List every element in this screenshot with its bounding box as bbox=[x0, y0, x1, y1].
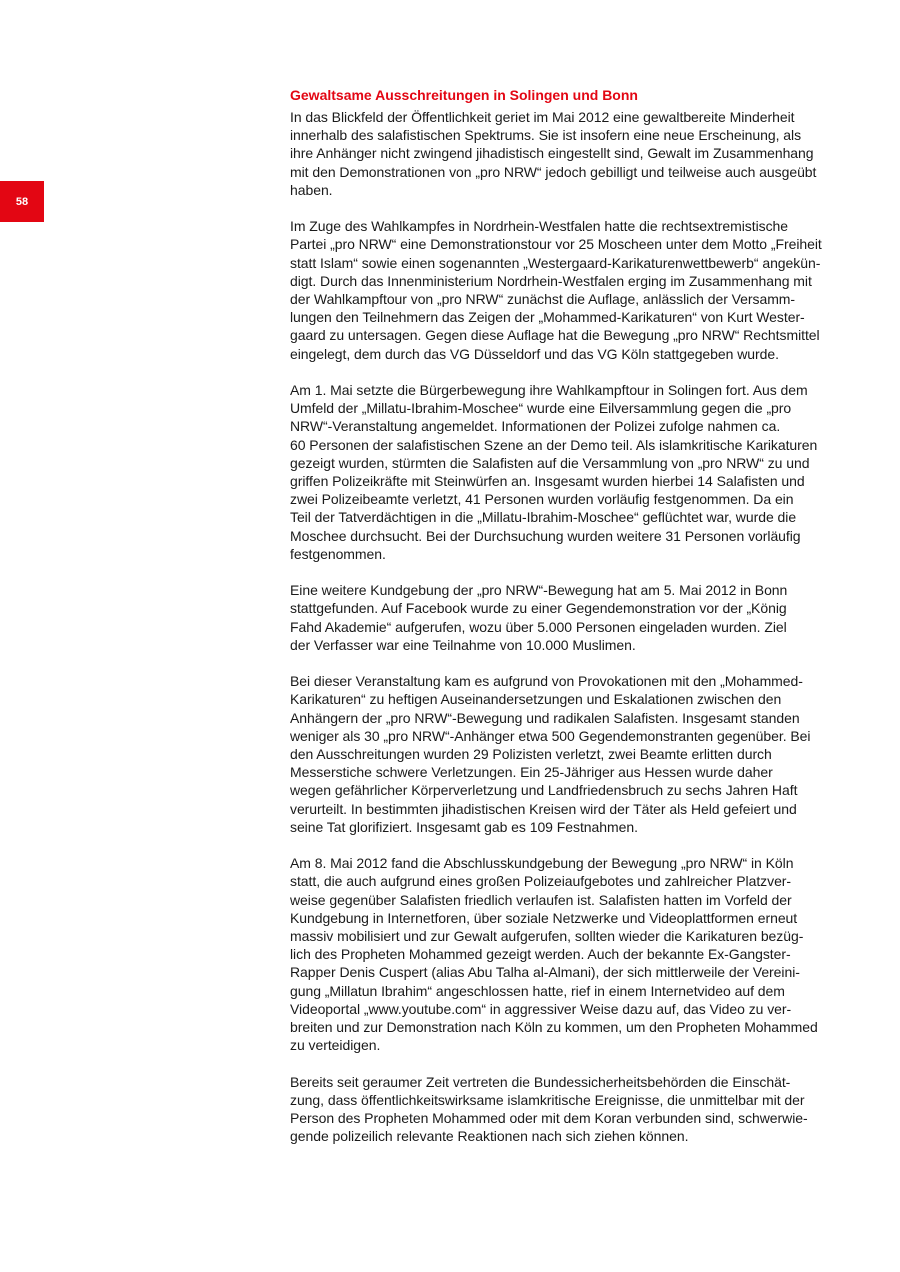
page-number-badge: 58 bbox=[0, 181, 44, 222]
paragraph-campaign: Im Zuge des Wahlkampfes in Nordrhein-Westfalen hatte die rechtsextremistische Partei „pro NRW“ eine Demonstrationstour vor 25 Moscheen unter dem Motto „Freiheit statt Islam“ sowie einen sogenannten „Westergaard-Karikaturenwettbewerb“ angekün- digt. Durch das Innenministerium Nordrhein-Westfalen erging im Zusammenhang mit der Wahlkampftour von „pro NRW“ zunächst die Auflage, anlässlich der Versamm- lungen den Teilnehmern das Zeigen der „Mohammed-Karikaturen“ von Kurt Wester- gaard zu untersagen. Gegen diese Auflage hat die Bewegung „pro NRW“ Rechtsmittel eingelegt, dem durch das VG Düsseldorf und das VG Köln stattgegeben wurde. bbox=[290, 218, 822, 362]
paragraph-cologne: Am 8. Mai 2012 fand die Abschlusskundgebung der Bewegung „pro NRW“ in Köln statt, die auch aufgrund eines großen Polizeiaufgebotes und zahlreicher Platzver- weise gegenüber Salafisten friedlich verlaufen ist. Salafisten hatten im Vorfeld der Kundgebung in Internetforen, über soziale Netzwerke und Videoplattformen erneut massiv mobilisiert und zur Gewalt aufgerufen, sollten wieder die Karikaturen bezüg- lich des Propheten Mohammed gezeigt werden. Auch der bekannte Ex-Gangster- Rapper Denis Cuspert (alias Abu Talha al-Almani), der sich mittlerweile der Vereini- gung „Millatun Ibrahim“ angeschlossen hatte, rief in einem Internetvideo auf dem Videoportal „www.youtube.com“ in aggressiver Weise dazu auf, das Video zu ver- breiten und zur Demonstration nach Köln zu kommen, um den Propheten Mohammed zu verteidigen. bbox=[290, 855, 818, 1054]
paragraph-solingen: Am 1. Mai setzte die Bürgerbewegung ihre Wahlkampftour in Solingen fort. Aus dem Umfeld der „Millatu-Ibrahim-Moschee“ wurde eine Eilversammlung gegen die „pro NRW“-Veranstaltung angemeldet. Informationen der Polizei zufolge nahmen ca. 60 Personen der salafistischen Szene an der Demo teil. Als islamkritische Karikaturen gezeigt wurden, stürmten die Salafisten auf die Versammlung von „pro NRW“ zu und griffen Polizeikräfte mit Steinwürfen an. Insgesamt wurden hierbei 14 Salafisten und zwei Polizeibeamte verletzt, 41 Personen wurden vorläufig festgenommen. Da ein Teil der Tatverdächtigen in die „Millatu-Ibrahim-Moschee“ geflüchtet war, wurde die Moschee durchsucht. Bei der Durchsuchung wurden weitere 31 Personen vorläufig festgenommen. bbox=[290, 382, 818, 562]
paragraph-assessment: Bereits seit geraumer Zeit vertreten die Bundessicherheitsbehörden die Einschät- zung, dass öffentlichkeitswirksame islamkritische Ereignisse, die unmittelbar mit der Person des Propheten Mohammed oder mit dem Koran verbunden sind, schwerwie- gende polizeilich relevante Reaktionen nach sich ziehen können. bbox=[290, 1073, 808, 1145]
article-body bbox=[290, 85, 842, 1164]
paragraph-bonn-riots: Bei dieser Veranstaltung kam es aufgrund von Provokationen mit den „Mohammed- Karikaturen“ zu heftigen Auseinandersetzungen und Eskalationen zwischen den Anhängern der „pro NRW“-Bewegung und radikalen Salafisten. Insgesamt standen weniger als 30 „pro NRW“-Anhänger etwa 500 Gegendemonstranten gegenüber. Bei den Ausschreitungen wurden 29 Polizisten verletzt, zwei Beamte erlitten durch Messerstiche schwere Verletzungen. Ein 25-Jähriger aus Hessen wurde daher wegen gefährlicher Körperverletzung und Landfriedensbruch zu sechs Jahren Haft verurteilt. In bestimmten jihadistischen Kreisen wird der Täter als Held gefeiert und seine Tat glorifiziert. Insgesamt gab es 109 Festnahmen. bbox=[290, 673, 811, 835]
paragraph-bonn-rally: Eine weitere Kundgebung der „pro NRW“-Bewegung hat am 5. Mai 2012 in Bonn stattgefunden. Auf Facebook wurde zu einer Gegendemonstration vor der „König Fahd Akademie“ aufgerufen, wozu über 5.000 Personen eingeladen wurden. Ziel der Verfasser war eine Teilnahme von 10.000 Muslimen. bbox=[290, 582, 788, 653]
paragraph-intro: In das Blickfeld der Öffentlichkeit geriet im Mai 2012 eine gewaltbereite Minderheit innerhalb des salafistischen Spektrums. Sie ist insofern eine neue Erscheinung, als ihre Anhänger nicht zwingend jihadistisch eingestellt sind, Gewalt im Zusammenhang mit den Demonstrationen von „pro NRW“ jedoch gebilligt und teilweise auch ausgeübt haben. bbox=[290, 109, 817, 198]
section-heading: Gewaltsame Ausschreitungen in Solingen und Bonn bbox=[290, 87, 638, 103]
